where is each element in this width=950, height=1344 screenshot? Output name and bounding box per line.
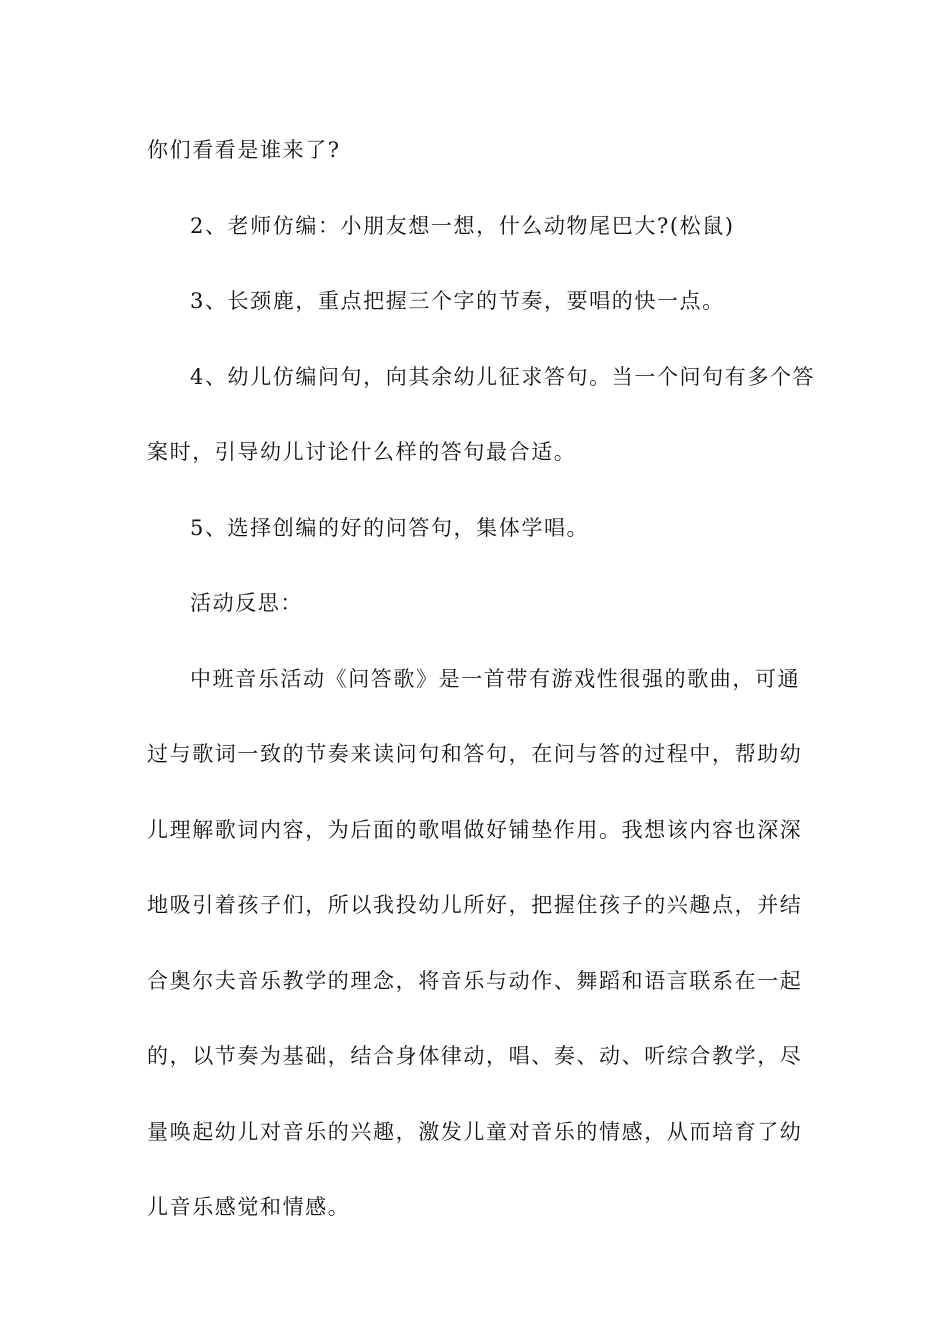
text-line: 4、幼儿仿编问句，向其余幼儿征求答句。当一个问句有多个答 bbox=[190, 365, 816, 389]
text-line: 你们看看是谁来了? bbox=[147, 138, 341, 162]
text-line: 儿理解歌词内容，为后面的歌唱做好铺垫作用。我想该内容也深深 bbox=[147, 818, 803, 842]
text-line: 的，以节奏为基础，结合身体律动，唱、奏、动、听综合教学，尽 bbox=[147, 1044, 803, 1068]
text-line: 合奥尔夫音乐教学的理念，将音乐与动作、舞蹈和语言联系在一起 bbox=[147, 969, 803, 993]
text-line: 地吸引着孩子们，所以我投幼儿所好，把握住孩子的兴趣点，并结 bbox=[147, 893, 803, 917]
text-line: 案时，引导幼儿讨论什么样的答句最合适。 bbox=[147, 440, 577, 464]
text-line: 2、老师仿编：小朋友想一想，什么动物尾巴大?(松鼠) bbox=[190, 214, 735, 238]
text-line: 5、选择创编的好的问答句，集体学唱。 bbox=[190, 516, 590, 540]
text-line: 儿音乐感觉和情感。 bbox=[147, 1195, 351, 1219]
text-line: 中班音乐活动《问答歌》是一首带有游戏性很强的歌曲，可通 bbox=[190, 667, 801, 691]
text-line: 量唤起幼儿对音乐的兴趣，激发儿童对音乐的情感，从而培育了幼 bbox=[147, 1120, 803, 1144]
section-heading: 活动反思： bbox=[190, 591, 303, 615]
text-line: 过与歌词一致的节奏来读问句和答句，在问与答的过程中，帮助幼 bbox=[147, 742, 803, 766]
text-line: 3、长颈鹿，重点把握三个字的节奏，要唱的快一点。 bbox=[190, 289, 725, 313]
